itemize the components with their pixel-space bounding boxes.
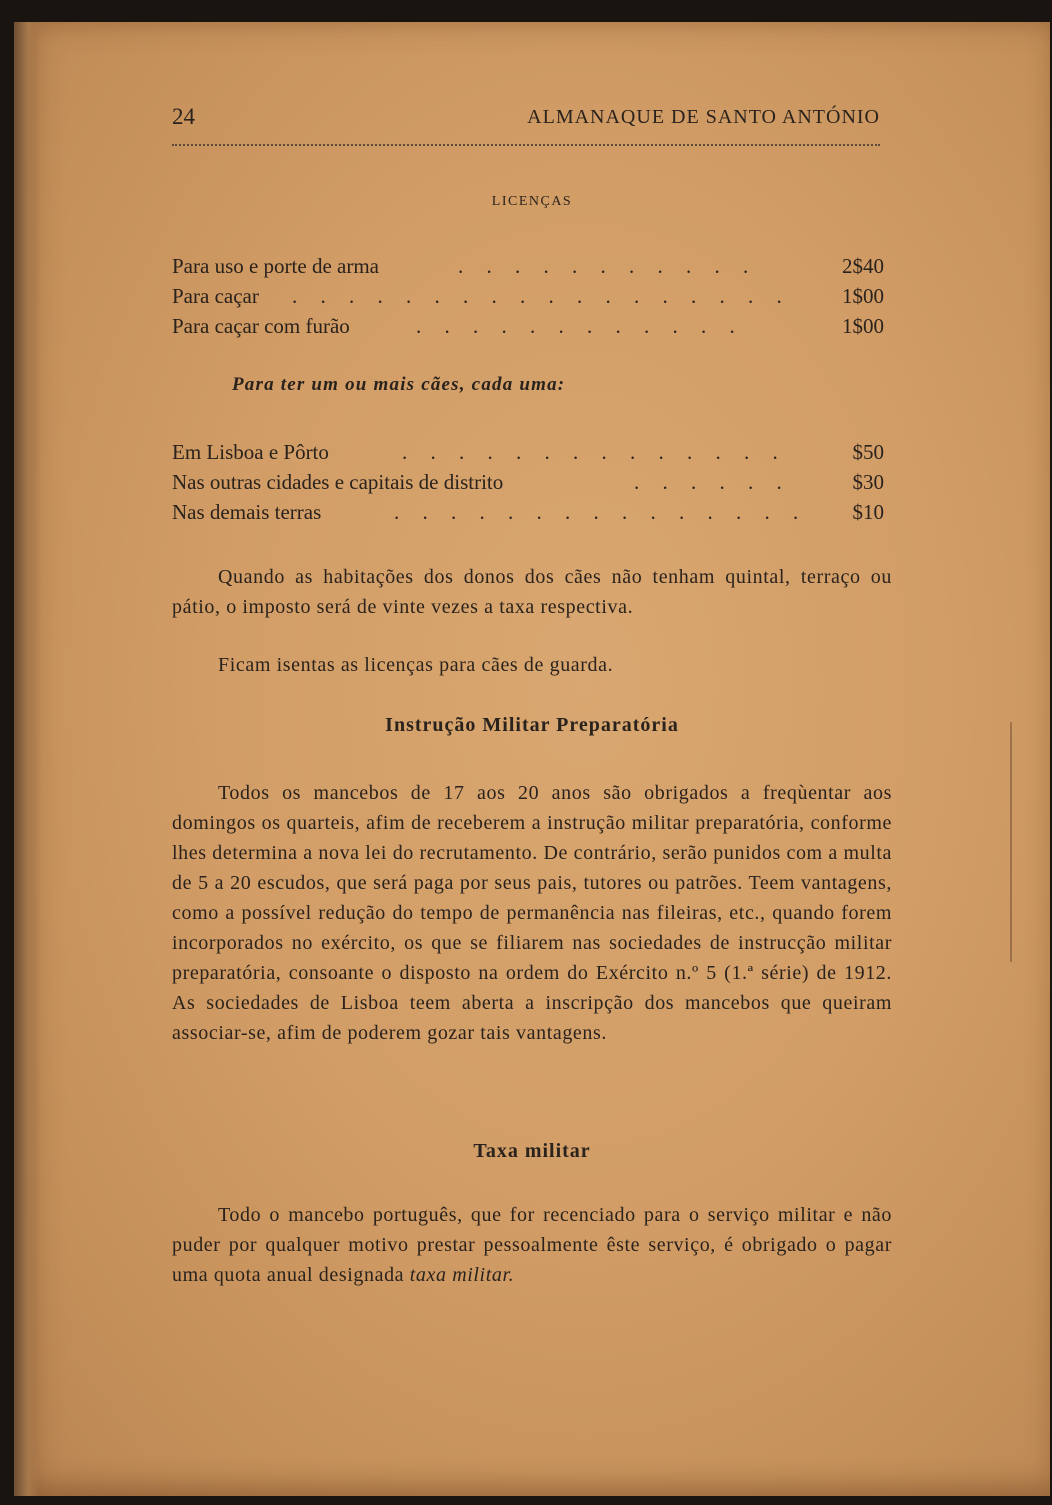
fee-row	[172, 314, 884, 344]
fee-label: Em Lisboa e Pôrto	[172, 440, 329, 464]
fee-label: Nas demais terras	[172, 500, 322, 524]
dot-leader: . . . . . . . . . . . . . . .	[394, 500, 808, 524]
paragraph-text: Todos os mancebos de 17 aos 20 anos são obrigados a freqùentar aos domingos os quarteis, afim de receberem a instrução militar preparatória, conforme lhes determina a nova lei do recrutamento. De contrário, serão punidos com a multa de 5 a 20 escudos, que será paga por seus pais, tutores ou patrões. Teem vantagens, como a possível redução do tempo de permanência nas fileiras, etc., quando forem incorporados no exército, os que se filiarem nas sociedades de instrucção militar preparatória, consoante o disposto na ordem do Exército n.º 5 (1.ª série) de 1912. As sociedades de Lisboa teem aberta a inscripção dos mancebos que queiram associar-se, afim de poderem gozar tais vantagens.	[172, 782, 892, 1044]
dog-fee-row	[172, 470, 884, 500]
dot-leader: . . . . . . . . . . . . . . . . . .	[292, 284, 791, 308]
dot-leader: . . . . . . . . . . .	[458, 254, 758, 278]
dot-leader: . . . . . .	[634, 470, 791, 494]
fee-label: Para caçar	[172, 284, 259, 308]
dogs-heading: Para ter um ou mais cães, cada uma:	[232, 374, 566, 395]
fee-label: Para caçar com furão	[172, 314, 350, 338]
taxa-paragraph	[172, 1200, 892, 1290]
dot-leader: . . . . . . . . . . . .	[416, 314, 744, 338]
running-header	[172, 104, 880, 146]
fee-value: 1$00	[842, 284, 884, 308]
note-text: Quando as habitações dos donos dos cães não tenham quintal, terraço ou pátio, o imposto será de vinte vezes a taxa respectiva.	[172, 566, 892, 618]
note-text: Ficam isentas as licenças para cães de guarda.	[218, 654, 614, 676]
book-title: ALMANAQUE DE SANTO ANTÓNIO	[527, 106, 880, 128]
fee-value: $50	[852, 440, 884, 464]
fee-value: 1$00	[842, 314, 884, 338]
dot-leader: . . . . . . . . . . . . . .	[402, 440, 787, 464]
page-number: 24	[172, 104, 195, 129]
licencas-title: LICENÇAS	[491, 194, 573, 209]
fee-row	[172, 254, 884, 284]
fee-row	[172, 284, 884, 314]
guard-dog-note	[172, 650, 892, 680]
paragraph-text: Todo o mancebo português, que for recenciado para o serviço militar e não puder por qualquer motivo prestar pessoalmente êste serviço, é obrigado o pagar uma quota anual designada	[172, 1204, 892, 1286]
fee-value: $10	[852, 500, 884, 524]
dog-tax-note	[172, 562, 892, 622]
italic-term: taxa militar.	[409, 1264, 515, 1286]
fee-value: 2$40	[842, 254, 884, 278]
fee-value: $30	[852, 470, 884, 494]
dog-fee-row	[172, 440, 884, 470]
instrucao-paragraph	[172, 778, 892, 1048]
section-title-instrucao: Instrução Militar Preparatória	[385, 714, 679, 736]
dog-fee-row	[172, 500, 884, 530]
section-title-taxa: Taxa militar	[473, 1140, 591, 1162]
fee-label: Para uso e porte de arma	[172, 254, 379, 278]
page-binding-edge	[14, 22, 40, 1496]
page-edge-mark	[1010, 722, 1032, 962]
fee-label: Nas outras cidades e capitais de distrito	[172, 470, 504, 494]
book-page	[14, 22, 1050, 1496]
